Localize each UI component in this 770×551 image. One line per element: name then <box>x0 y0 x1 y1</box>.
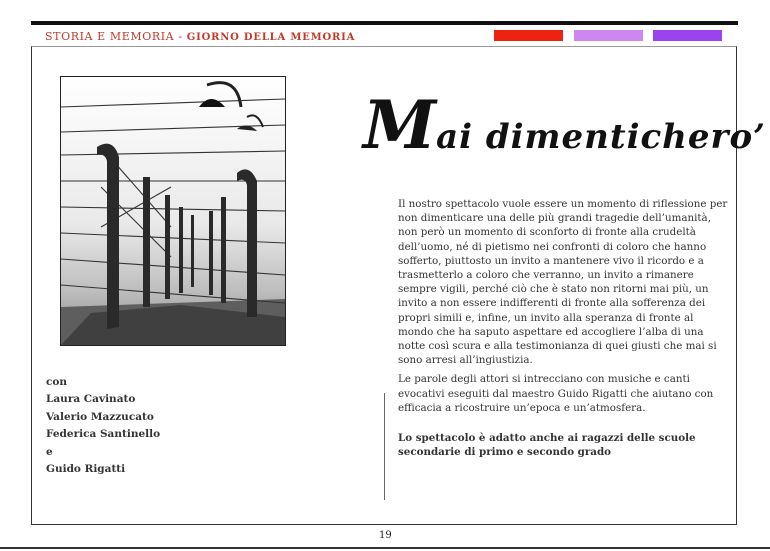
section-label: STORIA E MEMORIA - <box>45 30 187 43</box>
subsection-label: GIORNO DELLA MEMORIA <box>186 32 356 43</box>
audience-note: Lo spettacolo è adatto anche ai ragazzi delle scuole secondarie di primo e secondo grado <box>398 432 696 459</box>
bottom-rule <box>0 547 770 549</box>
credit-name: Federica Santinello <box>46 428 161 441</box>
color-swatch-purple <box>653 30 722 41</box>
barbed-wire-fence-photo <box>60 76 286 346</box>
article-body <box>398 197 728 464</box>
credit-name: Valerio Mazzucato <box>46 410 154 423</box>
top-rule <box>31 21 738 25</box>
page-number: 19 <box>379 530 392 541</box>
title-rest: ai dimentichero’ <box>436 117 766 157</box>
color-swatch-lilac <box>574 30 643 41</box>
credit-name: Guido Rigatti <box>46 463 126 476</box>
body-paragraph-1: Il nostro spettacolo vuole essere un momento di riflessione per non dimenticare una delle più grandi tragedie dell’umanità, non però un momento di sconforto di fronte alla crudeltà dell’uomo, né di pietismo nei confronti di coloro che hanno sofferto, piuttosto un invito a mantenere vivo il ricordo e a trasmetterlo a coloro che verranno, un invito a rimanere sempre vigili, perché ciò che è stato non ritorni mai più, un invito a non essere indifferenti di fronte alla sofferenza dei propri simili e, infine, un invito alla speranza di fronte al mondo che ha saputo aspettare ed accogliere l’alba di una notte così scura e alla testimonianza di quei giusti che mai si sono arresi all’ingiustizia. <box>398 198 728 367</box>
page-title <box>363 86 766 164</box>
body-paragraph-2: Le parole degli attori si intrecciano con musiche e canti evocativi eseguiti dal maestro Guido Rigatti che aiutano con efficacia a ricostruire un’epoca e un’atmosfera. <box>398 373 714 414</box>
title-initial: M <box>363 86 437 164</box>
color-swatch-red <box>494 30 563 41</box>
photo-illustration <box>61 77 285 345</box>
vertical-divider <box>384 393 385 500</box>
credit-name: Laura Cavinato <box>46 393 136 406</box>
section-header <box>45 30 355 43</box>
cast-credits <box>46 374 160 478</box>
credits-intro: con <box>46 376 68 388</box>
credit-conjunction: e <box>46 445 53 458</box>
